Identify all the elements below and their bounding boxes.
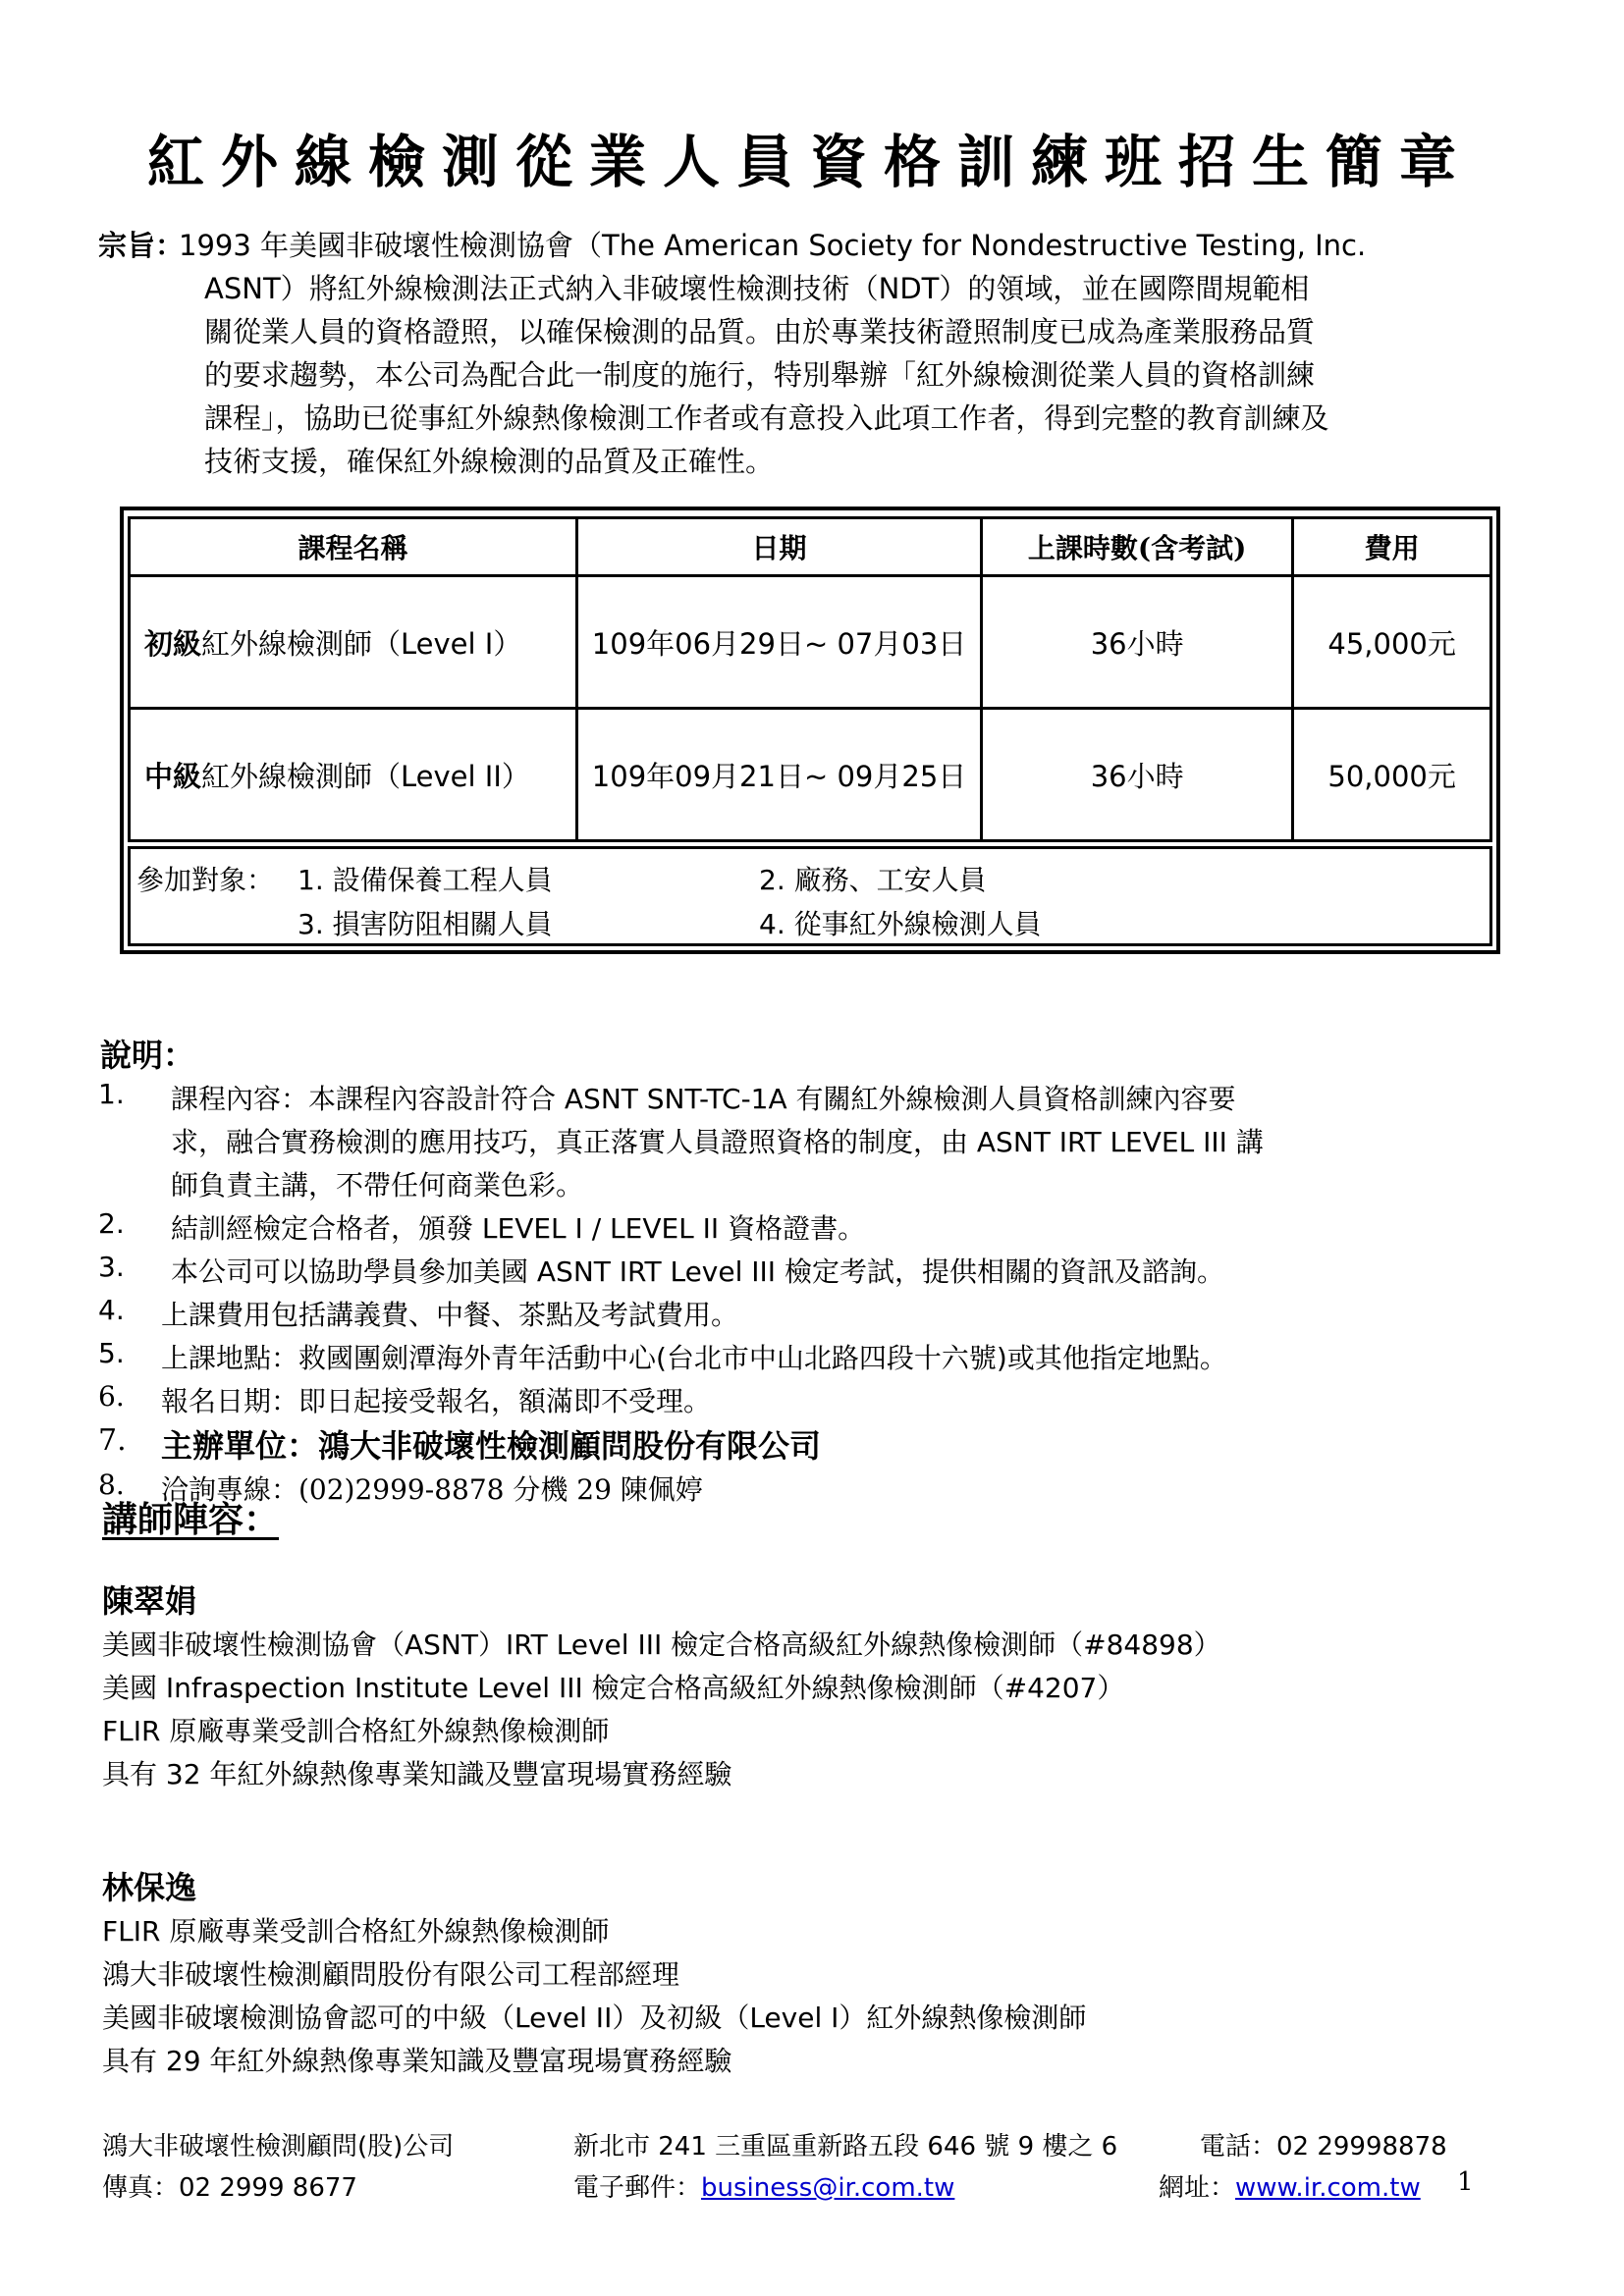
course-table (128, 516, 1492, 842)
lecturer-credential: 鴻大非破壞性檢測顧問股份有限公司工程部經理 (102, 1958, 680, 1991)
note-text: 上課費用包括講義費、中餐、茶點及考試費用。 (161, 1299, 739, 1331)
lecturer-credential: FLIR 原廠專業受訓合格紅外線熱像檢測師 (102, 1915, 610, 1948)
notes-heading: 說明： (100, 1037, 195, 1074)
participant-item: 4. 從事紅外線檢測人員 (759, 908, 1042, 940)
lecturer-credential: 美國非破壞性檢測協會（ASNT）IRT Level III 檢定合格高級紅外線熱像檢測師（#84898） (102, 1629, 1221, 1661)
course-level: 中級 (144, 759, 202, 793)
lecturer-credential: 美國 Infraspection Institute Level III 檢定合格高級紅外線熱像檢測師（#4207） (102, 1672, 1125, 1704)
participants-label: 參加對象： (136, 864, 275, 896)
table-row (130, 576, 1491, 709)
document-title: 紅外線檢測從業人員資格訓練班招生簡章 (146, 129, 1473, 195)
course-date: 109年06月29日~ 07月03日 (577, 576, 982, 709)
contact-text: 洽詢專線：(02)2999-8878 分機 29 陳佩婷 (161, 1473, 703, 1506)
note-text: 報名日期：即日起接受報名，額滿即不受理。 (161, 1385, 712, 1417)
participant-item: 1. 設備保養工程人員 (298, 864, 553, 896)
footer-web-link[interactable]: www.ir.com.tw (1235, 2173, 1421, 2203)
lecturer-name: 林保逸 (102, 1869, 197, 1906)
footer-fax: 傳真：02 2999 8677 (102, 2173, 357, 2203)
note-number: 7. (98, 1423, 127, 1458)
purpose-line: 的要求趨勢，本公司為配合此一制度的施行，特別舉辦「紅外線檢測從業人員的資格訓練 (204, 358, 1316, 392)
header-course-name: 課程名稱 (130, 518, 577, 576)
footer-email-group (573, 2167, 954, 2204)
lecturer-credential: 美國非破壞檢測協會認可的中級（Level II）及初級（Level I）紅外線熱像檢測師 (102, 2002, 1087, 2034)
footer-web-label: 網址： (1159, 2173, 1236, 2203)
purpose-label: 宗旨： (98, 229, 185, 262)
footer-address: 新北市 241 三重區重新路五段 646 號 9 樓之 6 (573, 2132, 1118, 2162)
purpose-line: 關從業人員的資格證照，以確保檢測的品質。由於專業技術證照制度已成為產業服務品質 (204, 315, 1316, 348)
note-number: 4. (98, 1294, 125, 1326)
course-name: 紅外線檢測師（Level II） (201, 759, 530, 793)
note-number: 6. (98, 1380, 125, 1413)
footer-company: 鴻大非破壞性檢測顧問(股)公司 (102, 2132, 455, 2162)
note-text: 結訓經檢定合格者，頒發 LEVEL I / LEVEL II 資格證書。 (171, 1212, 866, 1245)
note-text: 課程內容：本課程內容設計符合 ASNT SNT-TC-1A 有關紅外線檢測人員資格訓練內容要 (171, 1083, 1236, 1115)
purpose-line: 課程」，協助已從事紅外線熱像檢測工作者或有意投入此項工作者，得到完整的教育訓練及 (204, 401, 1329, 435)
lecturer-credential: 具有 29 年紅外線熱像專業知識及豐富現場實務經驗 (102, 2045, 732, 2077)
course-fee: 45,000元 (1293, 576, 1491, 709)
note-number: 1. (98, 1078, 125, 1110)
note-number: 3. (98, 1251, 125, 1283)
note-text: 師負責主講，不帶任何商業色彩。 (171, 1169, 584, 1201)
course-name-cell (130, 709, 577, 841)
course-hours: 36小時 (982, 576, 1293, 709)
lecturer-name: 陳翠娟 (102, 1582, 197, 1620)
lecturers-heading: 講師陣容： (102, 1499, 280, 1540)
note-text: 上課地點：救國團劍潭海外青年活動中心(台北市中山北路四段十六號)或其他指定地點。 (161, 1342, 1227, 1374)
lecturer-credential: FLIR 原廠專業受訓合格紅外線熱像檢測師 (102, 1715, 610, 1747)
page-number: 1 (1457, 2167, 1474, 2197)
note-text: 本公司可以協助學員參加美國 ASNT IRT Level III 檢定考試，提供相關的資訊及諮詢。 (171, 1255, 1224, 1288)
footer-phone: 電話：02 29998878 (1200, 2132, 1447, 2162)
purpose-line: ASNT）將紅外線檢測法正式納入非破壞性檢測技術（NDT）的領域，並在國際間規範相 (204, 272, 1310, 305)
course-name-cell (130, 576, 577, 709)
footer-email-link[interactable]: business@ir.com.tw (701, 2173, 955, 2203)
footer-email-label: 電子郵件： (573, 2173, 702, 2203)
organizer-text: 主辦單位：鴻大非破壞性檢測顧問股份有限公司 (161, 1427, 822, 1465)
header-hours: 上課時數(含考試) (982, 518, 1293, 576)
course-level: 初級 (144, 626, 202, 661)
header-date: 日期 (577, 518, 982, 576)
course-date: 109年09月21日~ 09月25日 (577, 709, 982, 841)
participant-item: 2. 廠務、工安人員 (759, 864, 987, 896)
note-text: 求，融合實務檢測的應用技巧，真正落實人員證照資格的制度，由 ASNT IRT LEVEL III 講 (171, 1126, 1264, 1158)
participant-item: 3. 損害防阻相關人員 (298, 908, 553, 940)
course-table-header (130, 518, 1491, 576)
table-row (130, 709, 1491, 841)
participants-box (128, 846, 1492, 946)
note-number: 2. (98, 1207, 125, 1240)
footer-web-group (1159, 2167, 1421, 2204)
purpose-line: 1993 年美國非破壞性檢測協會（The American Society for Nondestructive Testing, Inc. (179, 229, 1367, 262)
note-number: 8. (98, 1468, 125, 1501)
header-fee: 費用 (1293, 518, 1491, 576)
course-fee: 50,000元 (1293, 709, 1491, 841)
purpose-line: 技術支援，確保紅外線檢測的品質及正確性。 (204, 445, 775, 478)
lecturer-credential: 具有 32 年紅外線熱像專業知識及豐富現場實務經驗 (102, 1758, 732, 1790)
course-name: 紅外線檢測師（Level I） (201, 626, 522, 661)
note-number: 5. (98, 1337, 125, 1369)
course-hours: 36小時 (982, 709, 1293, 841)
